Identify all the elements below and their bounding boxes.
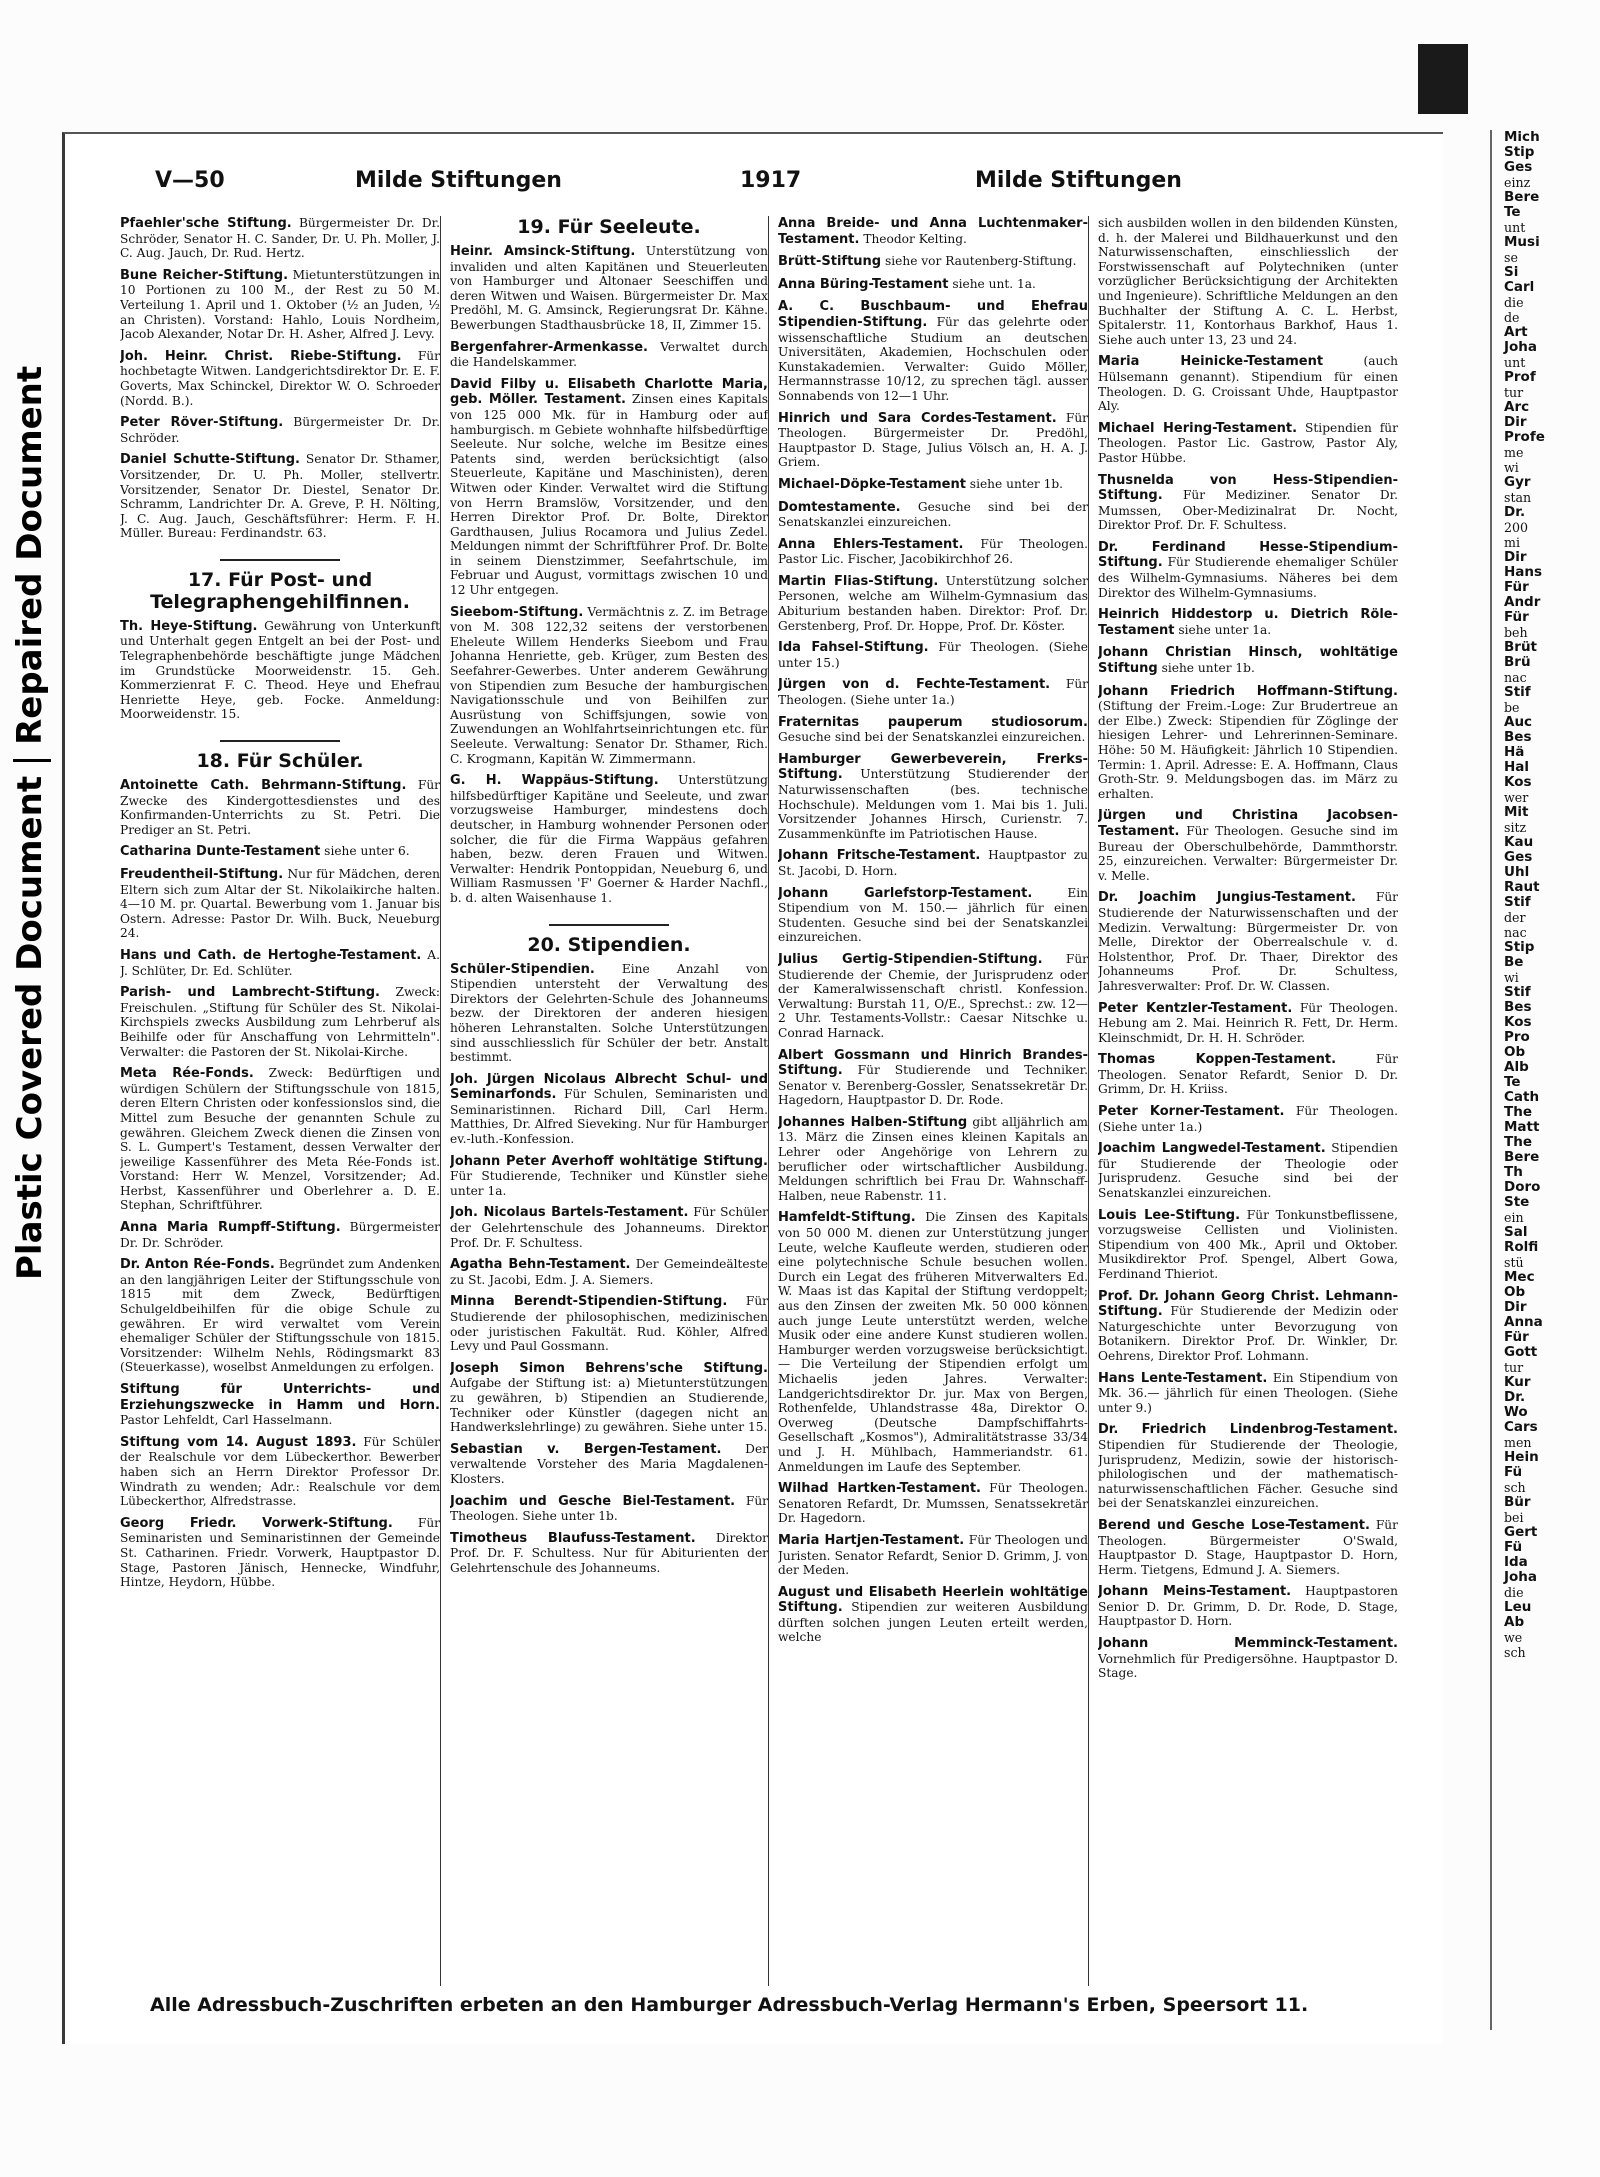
entry: Joachim Langwedel-Testament. Stipendien für Studierende der Theologie oder Jurisprudenz. Gesuche sind bei der Senatskanzlei einzureichen. bbox=[1098, 1141, 1398, 1201]
fragment-line: Kur bbox=[1504, 1374, 1531, 1390]
header-left-title: Milde Stiftungen bbox=[355, 168, 562, 193]
repaired-label: Repaired Document bbox=[10, 365, 50, 745]
fragment-line: Für bbox=[1504, 1329, 1529, 1345]
entry: Dr. Ferdinand Hesse-Stipendium-Stiftung. Für Studierende ehemaliger Schüler des Wilhelm-Gymnasiums. Näheres bei dem Direktor des Wilhelm-Gymnasiums. bbox=[1098, 539, 1398, 600]
entry: Prof. Dr. Johann Georg Christ. Lehmann-Stiftung. Für Studierende der Medizin oder Naturgeschichte unter Bevorzugung von Botanikern. Direktor Prof. Dr. Winkler, Dr. Oehrens, Direktor Prof. Lohmann. bbox=[1098, 1288, 1398, 1363]
entry: Stiftung für Unterrichts- und Erziehungszwecke in Hamm und Horn. Pastor Lehfeldt, Carl Hasselmann. bbox=[120, 1382, 440, 1428]
fragment-line: Te bbox=[1504, 1074, 1521, 1090]
header-year: 1917 bbox=[740, 168, 802, 193]
fragment-line: stan bbox=[1504, 490, 1532, 505]
entry: Georg Friedr. Vorwerk-Stiftung. Für Seminaristen und Seminaristinnen der Gemeinde St. Catharinen. Friedr. Vorwerk, Hauptpastor D. Stage, Pastoren Jänisch, Hennecke, Windfuhr, Hintze, Heydorn, Hübbe. bbox=[120, 1515, 440, 1590]
fragment-line: Carl bbox=[1504, 279, 1535, 295]
fragment-line: wi bbox=[1504, 970, 1519, 985]
entry: Johann Meins-Testament. Hauptpastoren Senior D. Dr. Grimm, D. Dr. Rode, D. Stage, Hauptpastor D. Horn. bbox=[1098, 1584, 1398, 1629]
fragment-line: ein bbox=[1504, 1210, 1524, 1225]
fragment-line: Mec bbox=[1504, 1269, 1535, 1285]
entry: Freudentheil-Stiftung. Nur für Mädchen, deren Eltern sich zum Altar der St. Nikolaikirche halten. 4—10 M. pr. Quartal. Bewerbung vom 1. Januar bis Ostern. Adresse: Pastor Dr. Wilh. Buck, Neueburg 24. bbox=[120, 867, 440, 941]
fragment-line: Stif bbox=[1504, 684, 1531, 700]
fragment-line: Ob bbox=[1504, 1044, 1526, 1060]
fragment-line: Uhl bbox=[1504, 864, 1530, 880]
entry: Johann Fritsche-Testament. Hauptpastor zu St. Jacobi, D. Horn. bbox=[778, 848, 1088, 878]
entry: Jürgen und Christina Jacobsen-Testament. Für Theologen. Gesuche sind im Bureau der Oberschulbehörde, Dammthorstr. 25, einzureichen. Verwalter: Bürgermeister Dr. v. Melle. bbox=[1098, 808, 1398, 883]
fragment-line: men bbox=[1504, 1435, 1532, 1450]
section-rule bbox=[220, 559, 340, 561]
fragment-line: Joha bbox=[1504, 1569, 1538, 1585]
fragment-line: Matt bbox=[1504, 1119, 1540, 1135]
page-footer: Alle Adressbuch-Zuschriften erbeten an den Hamburger Adressbuch-Verlag Hermann's Erben, Speersort 11. bbox=[150, 1994, 1309, 2016]
fragment-line: Be bbox=[1504, 954, 1524, 970]
entry: Johann Garlefstorp-Testament. Ein Stipendium von M. 150.— jährlich für einen Studenten. Gesuche sind bei der Senatskanzlei einzureichen. bbox=[778, 885, 1088, 945]
section-rule bbox=[220, 740, 340, 742]
entry: Schüler-Stipendien. Eine Anzahl von Stipendien untersteht der Verwaltung des Direktors der Gelehrten-Schule des Johanneums bezw. der Direktoren der anderen hiesigen höheren Lehranstalten. Solche Unterstützungen sind ausschliesslich für Schüler der betr. Anstalt bestimmt. bbox=[450, 961, 768, 1065]
entry: Berend und Gesche Lose-Testament. Für Theologen. Bürgermeister O'Swald, Hauptpastor D. Stage, Hauptpastor D. Horn, Herm. Tietgens, Edmund J. A. Siemers. bbox=[1098, 1517, 1398, 1577]
entry: Heinrich Hiddestorp u. Dietrich Röle-Testament siehe unter 1a. bbox=[1098, 607, 1398, 638]
fragment-line: Raut bbox=[1504, 879, 1540, 895]
fragment-line: Alb bbox=[1504, 1059, 1529, 1075]
section-heading: 18. Für Schüler. bbox=[196, 750, 364, 773]
entry: Thusnelda von Hess-Stipendien-Stiftung. Für Mediziner. Senator Dr. Mumssen, Ober-Medizinalrat Dr. Nocht, Direktor Prof. Dr. F. Schultess. bbox=[1098, 472, 1398, 533]
entry: Thomas Koppen-Testament. Für Theologen. Senator Refardt, Senior D. Dr. Grimm, Dr. H. Kriiss. bbox=[1098, 1052, 1398, 1097]
entry: Dr. Anton Rée-Fonds. Begründet zum Andenken an den langjährigen Leiter der Stiftungsschule von 1815 mit dem Zweck, Bedürftigen Schulgeldbeihilfen für die obige Schule zu gewähren. Er wird verwaltet vom Verein ehemaliger Schüler der Stiftungsschule von 1815. Vorsitzender: Wilhelm Nehls, Rödingsmarkt 83 (Steuerkasse), woselbst Anmeldungen zu erfolgen. bbox=[120, 1257, 440, 1375]
entry: Dr. Joachim Jungius-Testament. Für Studierende der Naturwissenschaften und der Medizin. Verwaltung: Bürgermeister Dr. von Melle, Direktor der Oberrealschule v. d. Holstenthor, Prof. Dr. Thaer, Direktor des Johanneums Prof. Dr. Schultess, Jahresverwalter: Prof. Dr. W. Classen. bbox=[1098, 890, 1398, 993]
fragment-line: Bere bbox=[1504, 189, 1540, 205]
entry: Hinrich und Sara Cordes-Testament. Für Theologen. Bürgermeister Dr. Predöhl, Hauptpastor D. Stage, Julius Völsch an, H. A. J. Griem. bbox=[778, 410, 1088, 470]
entry: Anna Maria Rumpff-Stiftung. Bürgermeister Dr. Dr. Schröder. bbox=[120, 1220, 440, 1250]
entry: G. H. Wappäus-Stiftung. Unterstützung hilfsbedürftiger Kapitäne und Seeleute, und zwar vorzugsweise Hamburger, mindestens doch deutscher, in Hamburg wohnender Personen oder solcher, die für die Firma Wappäus gefahren haben, bezw. deren Frauen und Witwen. Verwalter: Hendrik Pontoppidan, Neueburg 6, und William Rasmussen 'F' Goerner & Harder Nachfl., b. d. alten Waisenhause 1. bbox=[450, 773, 768, 905]
fragment-line: Cars bbox=[1504, 1419, 1538, 1435]
fragment-line: Wo bbox=[1504, 1404, 1528, 1420]
entry: Michael-Döpke-Testament siehe unter 1b. bbox=[778, 476, 1064, 492]
fragment-line: Bere bbox=[1504, 1149, 1540, 1165]
plastic-covered-label: Plastic Covered Document bbox=[10, 775, 50, 1280]
fragment-line: unt bbox=[1504, 220, 1526, 235]
entry: Domtestamente. Gesuche sind bei der Senatskanzlei einzureichen. bbox=[778, 499, 1088, 530]
entry: Meta Rée-Fonds. Zweck: Bedürftigen und würdigen Schülern der Stiftungsschule von 1815, deren Eltern Christen oder konfessionslos sind, die Mittel zum Besuche der genannten Schule zu gewähren. Gleichem Zweck dienen die Zinsen von S. L. Gumpert's Testament, dessen Verwalter der jeweilige Kassenführer des Meta Rée-Fonds ist. Vorstand: Herr W. Menzel, Vorsitzender; Ad. Herbst, Kassenführer und Oberlehrer a. D. E. Stephan, Schriftführer. bbox=[120, 1066, 440, 1213]
entry: Louis Lee-Stiftung. Für Tonkunstbeflissene, vorzugsweise Cellisten und Violinisten. Stipendium von 400 Mk., April und Oktober. Musikdirektor Prof. Spengel, Albert Gowa, Ferdinand Thieriot. bbox=[1098, 1207, 1398, 1281]
entry: Sebastian v. Bergen-Testament. Der verwaltende Vorsteher des Maria Magdalenen-Klosters. bbox=[450, 1441, 768, 1486]
fragment-line: Dir bbox=[1504, 1299, 1527, 1315]
adjacent-page-fragment bbox=[1490, 130, 1600, 2030]
fragment-line: Für bbox=[1504, 579, 1529, 595]
entry: Johann Peter Averhoff wohltätige Stiftung. Für Studierende, Techniker und Künstler siehe unter 1a. bbox=[450, 1153, 768, 1198]
entry: Johann Christian Hinsch, wohltätige Stiftung siehe unter 1b. bbox=[1098, 645, 1398, 677]
fragment-line: Für bbox=[1504, 609, 1529, 625]
entry: August und Elisabeth Heerlein wohltätige Stiftung. Stipendien zur weiteren Ausbildung dürften solchen jungen Leuten erteilt werden, welche bbox=[778, 1584, 1088, 1645]
entry: Heinr. Amsinck-Stiftung. Unterstützung von invaliden und alten Kapitänen und Steuerleuten von Hamburger und Altonaer Seeschiffen und deren Witwen und Waisen. Bürgermeister Dr. Max Predöhl, M. G. Amsinck, Regierungsrat Dr. Kähne. Bewerbungen Stadthausbrücke 18, II, Zimmer 15. bbox=[450, 244, 768, 332]
entry: David Filby u. Elisabeth Charlotte Maria, geb. Möller. Testament. Zinsen eines Kapitals von 125 000 Mk. für in Hamburg oder auf hamburgisch. m Gebiete wohnhafte hilfsbedürftige Seeleute. Nur solche, welche im Besitze eines Patents sind, werden berücksichtigt (also Steuerleute, Kapitäne und Maschinisten), deren Witwen oder Kinder. Verwaltet wird die Stiftung von Herrn Bramslöw, Vorsitzender, und den Herren Direktor Prof. Dr. Bolte, Direktor Gardthausen, Julius Rocamora und Julius Zedel. Meldungen nimmt der Schriftführer Prof. Dr. Bolte in seinem Dienstzimmer, Seefahrtschule, im Februar und August, vormittags zwischen 10 und 12 Uhr entgegen. bbox=[450, 376, 768, 598]
fragment-line: sch bbox=[1504, 1645, 1526, 1660]
entry: Brütt-Stiftung siehe vor Rautenberg-Stiftung. bbox=[778, 254, 1077, 270]
entry: Johann Friedrich Hoffmann-Stiftung. (Stiftung der Freim.-Loge: Zur Brudertreue an der Elbe.) Zweck: Stipendien für Zöglinge der hiesigen Lehrer- und Lehrerinnen-Seminare. Höhe: 50 M. Häufigkeit: Jährlich 10 Stipendien. Termin: 1. April. Adresse: E. A. Hoffmann, Claus Groth-Str. 9. Meldungsbogen das. im März zu erhalten. bbox=[1098, 683, 1398, 801]
entry: Michael Hering-Testament. Stipendien für Theologen. Pastor Lic. Gastrow, Pastor Aly, Pastor Hübbe. bbox=[1098, 420, 1398, 465]
fragment-line: Stif bbox=[1504, 894, 1531, 910]
entry: Bergenfahrer-Armenkasse. Verwaltet durch die Handelskammer. bbox=[450, 339, 768, 370]
fragment-line: wer bbox=[1504, 790, 1529, 805]
entry: Anna Ehlers-Testament. Für Theologen. Pastor Lic. Fischer, Jacobikirchhof 26. bbox=[778, 536, 1088, 567]
fragment-line: The bbox=[1504, 1134, 1532, 1150]
entry: Daniel Schutte-Stiftung. Senator Dr. Sthamer, Vorsitzender, Dr. U. Ph. Moller, stellvertr. Vorsitzender, Senator Dr. Diestel, Senator Dr. Schramm, Landrichter Dr. A. Greve, P. H. Nölting, J. C. Aug. Jauch, Geschäftsführer: Herm. F. H. Müller. Bureau: Ferdinandstr. 63. bbox=[120, 452, 440, 541]
fragment-line: Hal bbox=[1504, 759, 1530, 775]
fragment-line: Stip bbox=[1504, 939, 1535, 955]
fragment-line: Hä bbox=[1504, 744, 1525, 760]
fragment-line: Ges bbox=[1504, 159, 1533, 175]
fragment-line: Si bbox=[1504, 264, 1519, 280]
fragment-line: 200 bbox=[1504, 520, 1529, 535]
entry: A. C. Buschbaum- und Ehefrau Stipendien-Stiftung. Für das gelehrte oder wissenschaftliche Studium an deutschen Universitäten, Akademien, Hochschulen oder Kunstakademien. Verwalter: Guido Möller, Hermannstrasse 10/12, zu sprechen tägl. ausser Sonnabends von 12—1 Uhr. bbox=[778, 299, 1088, 403]
fragment-line: Brüt bbox=[1504, 639, 1538, 655]
section-heading: 17. Für Post- und Telegraphengehilfinnen. bbox=[150, 568, 410, 613]
binding-shadow bbox=[1418, 44, 1468, 114]
entry: Joseph Simon Behrens'sche Stiftung. Aufgabe der Stiftung ist: a) Mietunterstützungen zu gewähren, b) Stipendien an Studierende, Techniker oder Künstler (dagegen nicht an Handwerkslehrlinge) zu gewähren. Siehe unter 15. bbox=[450, 1360, 768, 1435]
fragment-line: Bes bbox=[1504, 729, 1532, 745]
fragment-line: Profe bbox=[1504, 429, 1545, 445]
fragment-line: Hein bbox=[1504, 1449, 1539, 1465]
entry: Sieebom-Stiftung. Vermächtnis z. Z. im Betrage von M. 308 122,32 seitens der verstorbenen Eheleute Willem Henderks Sieebom und Frau Johanna Henriette, geb. Krüger, zum Besten des Seefahrer-Gewerbes. Unter anderem Gewährung von Stipendien zum Besuche der hamburgischen Navigationsschule und von Beihilfen zur Ausrüstung von Schiffsjungen, sowie von Zuwendungen an Wohlfahrtseinrichtungen etc. für Seeleute. Verwaltung: Senator Dr. Sthamer, Rich. C. Krogmann, Kapitän W. Zimmermann. bbox=[450, 604, 768, 766]
fragment-line: beh bbox=[1504, 625, 1528, 640]
fragment-line: stü bbox=[1504, 1255, 1524, 1270]
fragment-line: Dr. bbox=[1504, 504, 1526, 520]
entry: Hans und Cath. de Hertoghe-Testament. A. J. Schlüter, Dr. Ed. Schlüter. bbox=[120, 947, 440, 978]
entry: Peter Kentzler-Testament. Für Theologen. Hebung am 2. Mai. Heinrich R. Fett, Dr. Herm. Kleinschmidt, Dr. H. H. Schröder. bbox=[1098, 1000, 1398, 1045]
fragment-line: sch bbox=[1504, 1480, 1526, 1495]
entry: Dr. Friedrich Lindenbrog-Testament. Stipendien für Studierende der Theologie, Jurisprudenz, Medizin, sowie der historisch-philologischen und der mathematisch-naturwissenschaftlichen Fächer. Gesuche sind bei der Senatskanzlei einzureichen. bbox=[1098, 1422, 1398, 1511]
entry: Antoinette Cath. Behrmann-Stiftung. Für Zwecke des Kindergottesdienstes und des Konfirmanden-Unterrichts zu St. Petri. Die Prediger an St. Petri. bbox=[120, 778, 440, 837]
fragment-line: nac bbox=[1504, 670, 1527, 685]
fragment-line: die bbox=[1504, 1585, 1524, 1600]
fragment-line: Mit bbox=[1504, 804, 1529, 820]
entry: Anna Büring-Testament siehe unt. 1a. bbox=[778, 276, 1036, 292]
fragment-line: unt bbox=[1504, 355, 1526, 370]
fragment-line: Kau bbox=[1504, 834, 1534, 850]
section-heading: 20. Stipendien. bbox=[527, 933, 691, 956]
entry: Albert Gossmann und Hinrich Brandes-Stiftung. Für Studierende und Techniker. Senator v. Berenberg-Gossler, Senatssekretär Dr. Hagedorn, Hauptpastor D. Dr. Rode. bbox=[778, 1047, 1088, 1108]
entry: Maria Heinicke-Testament (auch Hülsemann genannt). Stipendium für einen Theologen. D. G. Croissant Uhde, Hauptpastor Aly. bbox=[1098, 354, 1398, 414]
fragment-line: sitz bbox=[1504, 820, 1527, 835]
fragment-line: Pro bbox=[1504, 1029, 1530, 1045]
page-number: V—50 bbox=[155, 168, 225, 193]
fragment-line: Fü bbox=[1504, 1464, 1523, 1480]
fragment-line: we bbox=[1504, 1630, 1523, 1645]
entry: Martin Flias-Stiftung. Unterstützung solcher Personen, welche am Wilhelm-Gymnasium das Abiturium bestanden haben. Direktor: Prof. Dr. Gerstenberg, Prof. Dr. Hoppe, Prof. Dr. Köster. bbox=[778, 573, 1088, 633]
entry: Joh. Heinr. Christ. Riebe-Stiftung. Für hochbetagte Witwen. Landgerichtsdirektor Dr. E. F. Goverts, Max Schinckel, Direktor W. O. Schroeder (Nordd. B.). bbox=[120, 348, 440, 408]
entry: Parish- und Lambrecht-Stiftung. Zweck: Freischulen. „Stiftung für Schüler des St. Nikolai-Kirchspiels zwecks Ausbildung zum Lehrberuf als Beihilfe oder für Anschaffung von Lehrmitteln". Verwalter: die Pastoren der St. Nikolai-Kirche. bbox=[120, 985, 440, 1059]
document-status-label bbox=[8, 160, 52, 1280]
entry: Wilhad Hartken-Testament. Für Theologen. Senatoren Refardt, Dr. Mumssen, Senatssekretär Dr. Hagedorn. bbox=[778, 1481, 1088, 1526]
fragment-line: Leu bbox=[1504, 1599, 1532, 1615]
column-1 bbox=[120, 216, 440, 1996]
label-separator bbox=[13, 759, 51, 762]
fragment-line: me bbox=[1504, 445, 1524, 460]
entry: Anna Breide- und Anna Luchtenmaker-Testament. Theodor Kelting. bbox=[778, 216, 1088, 247]
entry: Hans Lente-Testament. Ein Stipendium von Mk. 36.— jährlich für einen Theologen. (Siehe unter 9.) bbox=[1098, 1370, 1398, 1415]
entry: Ida Fahsel-Stiftung. Für Theologen. (Siehe unter 15.) bbox=[778, 640, 1088, 670]
entry: sich ausbilden wollen in den bildenden Künsten, d. h. der Malerei und Bildhauerkunst und den Naturwissenschaften, einschliesslich der Forstwissenschaft auf Polytechniken (unter vorzüglicher Berücksichtigung der Architekten und Ingenieure). Schriftliche Meldungen an den Buchhalter der Stiftung A. C. L. Herbst, Spitalerstr. 11, Kontorhaus Barkhof, Haus 1. Siehe auch unter 13, 23 und 24. bbox=[1098, 216, 1398, 347]
entry: Joh. Jürgen Nicolaus Albrecht Schul- und Seminarfonds. Für Schulen, Seminaristen und Seminaristinnen. Richard Dill, Carl Herm. Matthies, Dr. Alfred Sieveking. Nur für Hamburger ev.-luth.-Konfession. bbox=[450, 1071, 768, 1147]
entry: Maria Hartjen-Testament. Für Theologen und Juristen. Senator Refardt, Senior D. Grimm, J. von der Meden. bbox=[778, 1532, 1088, 1578]
fragment-line: bei bbox=[1504, 1510, 1524, 1525]
fragment-line: tur bbox=[1504, 1360, 1524, 1375]
text-columns bbox=[120, 216, 1400, 1996]
fragment-line: Art bbox=[1504, 324, 1528, 340]
fragment-line: Dir bbox=[1504, 414, 1527, 430]
entry: Bune Reicher-Stiftung. Mietunterstützungen in 10 Portionen zu 100 M., der Rest zu 50 M. Verteilung 1. April und 1. Oktober (½ an Juden, ½ an Christen). Vorstand: Hahlo, Louis Nordheim, Jacob Alexander, Notar Dr. H. Asher, Alfred J. Levy. bbox=[120, 267, 440, 342]
fragment-line: Auc bbox=[1504, 714, 1533, 730]
entry: Hamburger Gewerbeverein, Frerks-Stiftung. Unterstützung Studierender der Naturwissenschaften (bes. technische Hochschule). Meldungen vom 1. Mai bis 1. Juli. Vorsitzender Johannes Hirsch, Curienstr. 7. Zusammenkünfte im Patriotischen Hause. bbox=[778, 751, 1088, 841]
entry: Catharina Dunte-Testament siehe unter 6. bbox=[120, 844, 410, 860]
entry: Stiftung vom 14. August 1893. Für Schüler der Realschule vor dem Lübeckerthor. Bewerber haben sich an Herrn Direktor Professor Dr. Windrath zu wenden; Adr.: Realschule vor dem Lübeckerthor, Alfredstrasse. bbox=[120, 1434, 440, 1509]
entry: Pfaehler'sche Stiftung. Bürgermeister Dr. Dr. Schröder, Senator H. C. Sander, Dr. U. Ph. Moller, J. C. Aug. Jauch, Dr. Rud. Hertz. bbox=[120, 216, 440, 261]
fragment-line: Dr. bbox=[1504, 1389, 1526, 1405]
fragment-line: Brü bbox=[1504, 654, 1531, 670]
header-right-title: Milde Stiftungen bbox=[975, 168, 1182, 193]
page-header bbox=[95, 168, 1395, 198]
fragment-line: Stif bbox=[1504, 984, 1531, 1000]
column-4 bbox=[1098, 216, 1398, 1996]
fragment-line: Te bbox=[1504, 204, 1521, 220]
fragment-line: Ob bbox=[1504, 1284, 1526, 1300]
fragment-line: Stip bbox=[1504, 144, 1535, 160]
entry: Joachim und Gesche Biel-Testament. Für Theologen. Siehe unter 1b. bbox=[450, 1493, 768, 1524]
fragment-line: mi bbox=[1504, 535, 1520, 550]
fragment-line: Cath bbox=[1504, 1089, 1540, 1105]
column-2 bbox=[450, 216, 768, 1996]
entry: Joh. Nicolaus Bartels-Testament. Für Schüler der Gelehrtenschule des Johanneums. Direktor Prof. Dr. F. Schultess. bbox=[450, 1205, 768, 1250]
fragment-line: Rolfi bbox=[1504, 1239, 1539, 1255]
fragment-line: Kos bbox=[1504, 1014, 1532, 1030]
fragment-line: Musi bbox=[1504, 234, 1540, 250]
fragment-line: The bbox=[1504, 1104, 1532, 1120]
entry: Agatha Behn-Testament. Der Gemeindeälteste zu St. Jacobi, Edm. J. A. Siemers. bbox=[450, 1257, 768, 1287]
fragment-line: nac bbox=[1504, 925, 1527, 940]
column-3 bbox=[778, 216, 1088, 1996]
fragment-line: be bbox=[1504, 700, 1520, 715]
fragment-line: wi bbox=[1504, 460, 1519, 475]
entry: Johannes Halben-Stiftung gibt alljährlich am 13. März die Zinsen eines kleinen Kapitals an Lehrer oder Angehörige von Lehrern zu beruflicher oder wirtschaftlicher Ausbildung. Meldungen schriftlich bei Frau Dr. Wahnschaff-Halben, neue Rabenstr. 11. bbox=[778, 1114, 1088, 1203]
fragment-line: Gott bbox=[1504, 1344, 1538, 1360]
fragment-line: Doro bbox=[1504, 1179, 1541, 1195]
entry: Julius Gertig-Stipendien-Stiftung. Für Studierende der Chemie, der Jurisprudenz oder der Kameralwissenschaft christl. Konfession. Verwaltung: Burstah 11, O/E., Sprechst.: zw. 12—2 Uhr. Testaments-Vollstr.: Caesar Nitschke u. Conrad Harnack. bbox=[778, 951, 1088, 1040]
entry: Fraternitas pauperum studiosorum. Gesuche sind bei der Senatskanzlei einzureichen. bbox=[778, 714, 1088, 745]
fragment-line: der bbox=[1504, 910, 1526, 925]
fragment-line: Prof bbox=[1504, 369, 1536, 385]
fragment-line: de bbox=[1504, 310, 1520, 325]
fragment-line: Ges bbox=[1504, 849, 1533, 865]
entry: Johann Memminck-Testament. Vornehmlich für Predigersöhne. Hauptpastor D. Stage. bbox=[1098, 1636, 1398, 1681]
fragment-line: se bbox=[1504, 250, 1518, 265]
fragment-line: Andr bbox=[1504, 594, 1541, 610]
fragment-line: einz bbox=[1504, 175, 1531, 190]
fragment-line: Anna bbox=[1504, 1314, 1543, 1330]
entry: Minna Berendt-Stipendien-Stiftung. Für Studierende der philosophischen, medizinischen oder juristischen Fakultät. Rud. Köhler, Alfred Levy und Paul Gossmann. bbox=[450, 1294, 768, 1354]
fragment-line: die bbox=[1504, 295, 1524, 310]
fragment-line: Ab bbox=[1504, 1614, 1525, 1630]
fragment-line: Sal bbox=[1504, 1224, 1528, 1240]
fragment-line: Gert bbox=[1504, 1524, 1538, 1540]
entry: Th. Heye-Stiftung. Gewährung von Unterkunft und Unterhalt gegen Entgelt an bei der Post- und Telegraphenbehörde beschäftigte junge Mädchen im Grundstücke Moorweidenstr. 15. Geh. Kommerzienrat F. C. Theod. Heye und Ehefrau Henriette Heye, geb. Focke. Anmeldung: Moorweidenstr. 15. bbox=[120, 618, 440, 722]
section-rule bbox=[549, 924, 669, 926]
entry: Peter Röver-Stiftung. Bürgermeister Dr. Dr. Schröder. bbox=[120, 415, 440, 445]
fragment-line: Th bbox=[1504, 1164, 1523, 1180]
entry: Hamfeldt-Stiftung. Die Zinsen des Kapitals von 50 000 M. dienen zur Unterstützung junger Leute, welche Kaufleute werden, studieren oder eine polytechnische Schule besuchen wollen. Durch ein Legat des früheren Mitverwalters Ed. W. Maas ist das Kapital der Stiftung verdoppelt; aus den Zinsen der zweiten Mk. 50 000 können auch junge Leute unterstützt werden, welche Musik oder eine andere Kunst studieren wollen. Hamburger werden vorzugsweise berücksichtigt. — Die Verteilung der Stipendien erfolgt um Michaelis jeden Jahres. Verwalter: Landgerichtsdirektor Dr. jur. Max von Bergen, Rothenfelde, Uhlandstrasse 48a, Direktor O. Overweg (Deutsche Dampfschiffahrts-Gesellschaft „Kosmos"), Admiralitätstrasse 33/34 und J. H. Mühlbach, Hammeriandstr. 61. Anmeldungen im Laufe des September. bbox=[778, 1210, 1088, 1474]
entry: Timotheus Blaufuss-Testament. Direktor Prof. Dr. F. Schultess. Nur für Abiturienten der Gelehrtenschule des Johanneums. bbox=[450, 1530, 768, 1575]
fragment-line: Kos bbox=[1504, 774, 1532, 790]
fragment-line: Gyr bbox=[1504, 474, 1531, 490]
fragment-line: Ste bbox=[1504, 1194, 1530, 1210]
fragment-line: Bür bbox=[1504, 1494, 1531, 1510]
entry: Jürgen von d. Fechte-Testament. Für Theologen. (Siehe unter 1a.) bbox=[778, 677, 1088, 708]
fragment-line: Hans bbox=[1504, 564, 1543, 580]
fragment-line: Bes bbox=[1504, 999, 1532, 1015]
section-heading: 19. Für Seeleute. bbox=[517, 216, 701, 238]
fragment-line: Fü bbox=[1504, 1539, 1523, 1555]
fragment-line: tur bbox=[1504, 385, 1524, 400]
fragment-line: Joha bbox=[1504, 339, 1538, 355]
fragment-line: Dir bbox=[1504, 549, 1527, 565]
entry: Peter Korner-Testament. Für Theologen. (Siehe unter 1a.) bbox=[1098, 1104, 1398, 1134]
fragment-line: Arc bbox=[1504, 399, 1530, 415]
fragment-line: Ida bbox=[1504, 1554, 1528, 1570]
fragment-line: Mich bbox=[1504, 130, 1540, 145]
